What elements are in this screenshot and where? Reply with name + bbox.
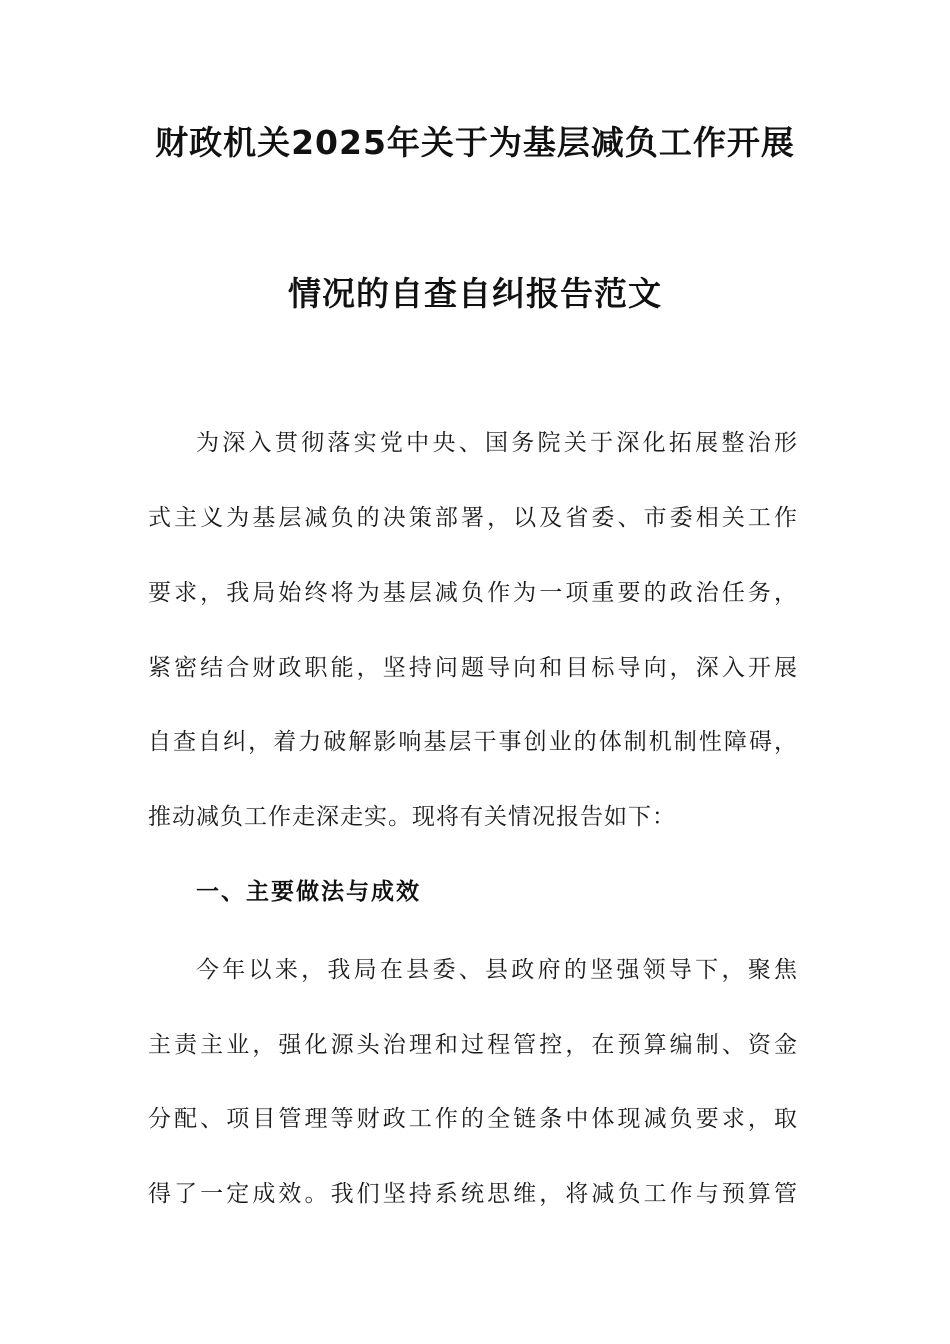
paragraph-2-line-3: 分配、项目管理等财政工作的全链条中体现减负要求，取 xyxy=(148,1106,798,1132)
paragraph-1-line-1: 为深入贯彻落实党中央、国务院关于深化拓展整治形 xyxy=(196,430,798,456)
paragraph-1-line-2: 式主义为基层减负的决策部署，以及省委、市委相关工作 xyxy=(148,505,798,531)
document-title-line-1: 财政机关2025年关于为基层减负工作开展 xyxy=(155,123,795,162)
paragraph-1-line-6: 推动减负工作走深走实。现将有关情况报告如下： xyxy=(148,804,676,830)
paragraph-1-line-5: 自查自纠，着力破解影响基层干事创业的体制机制性障碍， xyxy=(148,729,798,755)
paragraph-2-line-4: 得了一定成效。我们坚持系统思维，将减负工作与预算管 xyxy=(148,1181,798,1207)
paragraph-2-line-1: 今年以来，我局在县委、县政府的坚强领导下，聚焦 xyxy=(196,957,798,983)
document-title-line-2: 情况的自查自纠报告范文 xyxy=(288,274,662,313)
paragraph-1-line-3: 要求，我局始终将为基层减负作为一项重要的政治任务， xyxy=(148,580,798,606)
paragraph-2-line-2: 主责主业，强化源头治理和过程管控，在预算编制、资金 xyxy=(148,1032,798,1058)
section-heading: 一、主要做法与成效 xyxy=(196,879,421,905)
paragraph-1-line-4: 紧密结合财政职能，坚持问题导向和目标导向，深入开展 xyxy=(148,655,798,681)
